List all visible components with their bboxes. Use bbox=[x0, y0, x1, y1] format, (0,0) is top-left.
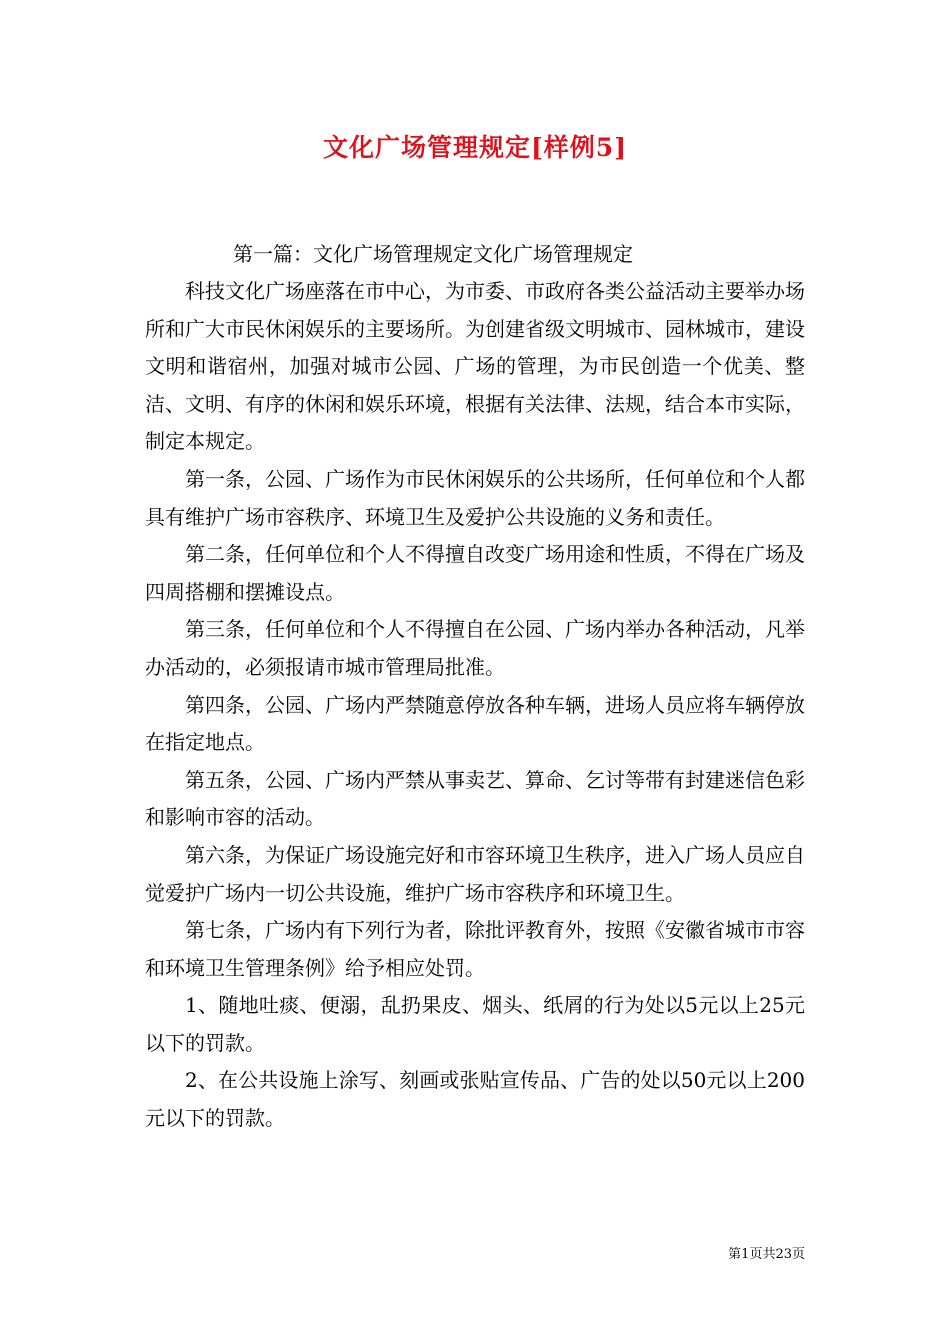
document-body bbox=[145, 235, 805, 1138]
section-subtitle: 第一篇：文化广场管理规定文化广场管理规定 bbox=[233, 242, 633, 266]
paragraph-article-5: 第五条，公园、广场内严禁从事卖艺、算命、乞讨等带有封建迷信色彩和影响市容的活动。 bbox=[145, 767, 805, 830]
paragraph-item-2: 2、在公共设施上涂写、刻画或张贴宣传品、广告的处以50元以上200元以下的罚款。 bbox=[145, 1068, 805, 1131]
document-title: 文化广场管理规定[样例5] bbox=[322, 133, 628, 162]
paragraph-intro: 科技文化广场座落在市中心，为市委、市政府各类公益活动主要举办场所和广大市民休闲娱乐的主要场所。为创建省级文明城市、园林城市，建设文明和谐宿州，加强对城市公园、广场的管理，为市民创造一个优美、整洁、文明、有序的休闲和娱乐环境，根据有关法律、法规，结合本市实际，制定本规定。 bbox=[145, 279, 805, 454]
paragraph-article-6: 第六条，为保证广场设施完好和市容环境卫生秩序，进入广场人员应自觉爱护广场内一切公共设施，维护广场市容秩序和环境卫生。 bbox=[145, 842, 805, 905]
page-number: 第1页共23页 bbox=[728, 1247, 805, 1262]
paragraph-article-3: 第三条，任何单位和个人不得擅自在公园、广场内举办各种活动，凡举办活动的，必须报请市城市管理局批准。 bbox=[145, 617, 805, 679]
paragraph-article-1: 第一条，公园、广场作为市民休闲娱乐的公共场所，任何单位和个人都具有维护广场市容秩序、环境卫生及爱护公共设施的义务和责任。 bbox=[145, 466, 805, 529]
paragraph-article-7: 第七条，广场内有下列行为者，除批评教育外，按照《安徽省城市市容和环境卫生管理条例》给予相应处罚。 bbox=[145, 918, 805, 980]
paragraph-article-4: 第四条，公园、广场内严禁随意停放各种车辆，进场人员应将车辆停放在指定地点。 bbox=[145, 692, 805, 755]
paragraph-article-2: 第二条，任何单位和个人不得擅自改变广场用途和性质，不得在广场及四周搭棚和摆摊设点。 bbox=[145, 542, 805, 604]
paragraph-item-1: 1、随地吐痰、便溺，乱扔果皮、烟头、纸屑的行为处以5元以上25元以下的罚款。 bbox=[145, 993, 805, 1055]
